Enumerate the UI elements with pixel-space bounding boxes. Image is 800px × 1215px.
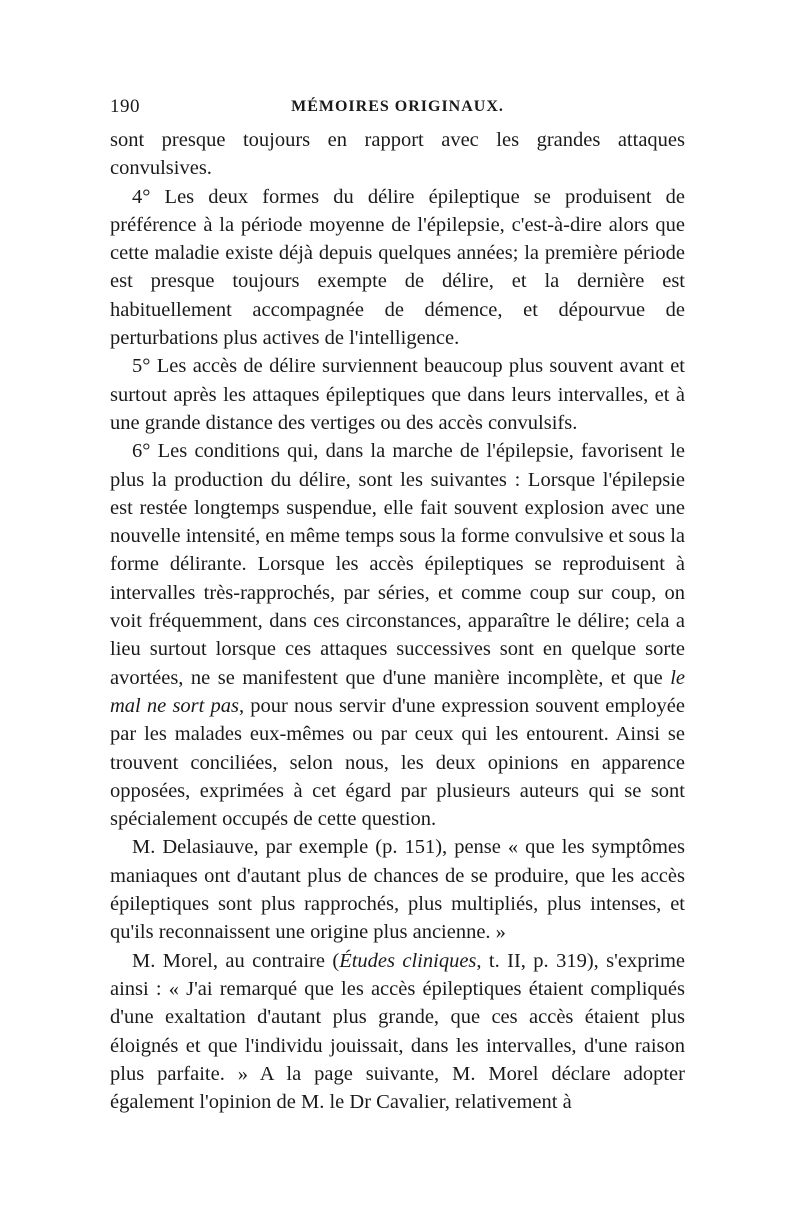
paragraph-point-5 [110,352,685,437]
body-text [110,126,685,1116]
paragraph-continuation [110,126,685,183]
running-head: MÉMOIRES ORIGINAUX. [291,98,504,115]
paragraph-point-4 [110,183,685,353]
text-segment: 6° Les conditions qui, dans la marche de l'épilepsie, favorisent le plus la production du délire, sont les suivantes : Lorsque l'épilepsie est restée longtemps suspendue, elle fait souvent explosion avec une nouvelle intensité, en même temps sous la forme convulsive et sous la forme délirante. Lorsque les accès épileptiques se reproduisent à intervalles très-rapprochés, par séries, et comme coup sur coup, on voit fréquemment, dans ces circonstances, apparaître le délire; cela a lieu surtout lorsque ces attaques successives sont en quelque sorte avortées, ne se manifestent que d'une manière incomplète, et que [110,440,686,689]
text-segment: M. Delasiauve, par exemple (p. 151), pense « que les symptômes maniaques ont d'autant plus de chances de se produire, que les accès épileptiques sont plus rapprochés, plus multipliés, plus intenses, et qu'ils reconnaissent une origine plus ancienne. » [110,836,685,944]
italic-phrase: le mal ne sort pas [110,666,685,717]
paragraph-morel [110,947,685,1117]
text-segment: , t. II, p. 319), s'exprime ainsi : « J'ai remarqué que les accès épileptiques étaient compliqués d'une exaltation d'autant plus grande, que ces accès étaient plus éloignés et que l'individu jouissait, dans les intervalles, d'une raison plus parfaite. » A la page suivante, M. Morel déclare adopter également l'opinion de M. le Dr Cavalier, relativement à [110,949,686,1114]
page-number: 190 [110,96,140,117]
text-segment: , pour nous servir d'une expression souvent employée par les malades eux-mêmes ou par ceux qui les entourent. Ainsi se trouvent conciliées, selon nous, les deux opinions en apparence opposées, exprimées à cet égard par plusieurs auteurs qui se sont spécialement occupés de cette question. [110,694,685,831]
book-page [110,96,685,1116]
paragraph-point-6 [110,437,685,833]
text-segment: 5° Les accès de délire surviennent beaucoup plus souvent avant et surtout après les attaques épileptiques que dans leurs intervalles, et à une grande distance des vertiges ou des accès convulsifs. [110,355,685,434]
page-header [110,96,685,126]
italic-title: Études cliniques [339,949,477,972]
text-segment: M. Morel, au contraire ( [132,949,340,972]
text-segment: 4° Les deux formes du délire épileptique se produisent de préférence à la période moyenne de l'épilepsie, c'est-à-dire alors que cette maladie existe déjà depuis quelques années; la première période est presque toujours exempte de délire, et la dernière est habituellement accompagnée de démence, et dépourvue de perturbations plus actives de l'intelligence. [110,185,685,350]
text-segment: sont presque toujours en rapport avec les grandes attaques convulsives. [110,129,685,180]
paragraph-delasiauve [110,833,685,946]
